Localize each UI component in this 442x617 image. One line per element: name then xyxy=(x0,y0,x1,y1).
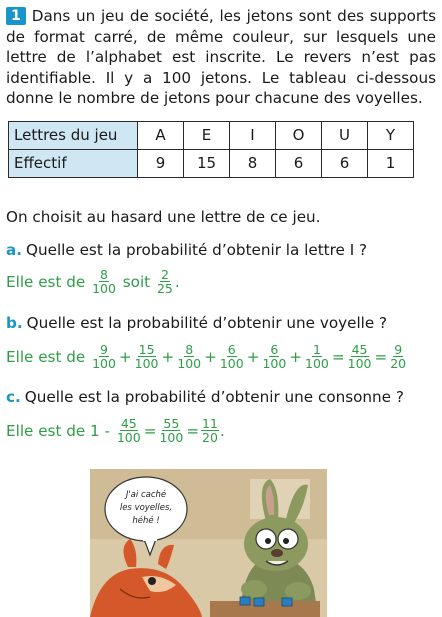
denominator: 100 xyxy=(116,430,141,445)
fraction xyxy=(176,343,202,370)
answer-end: . xyxy=(219,421,225,440)
denominator: 100 xyxy=(177,356,202,371)
fraction xyxy=(389,343,407,370)
denominator: 100 xyxy=(219,356,244,371)
fraction xyxy=(261,343,287,370)
plus-sign: + xyxy=(161,347,175,366)
table-cell: 1 xyxy=(368,149,414,177)
question-letter: a. xyxy=(6,241,23,259)
numerator: 45 xyxy=(120,416,137,431)
plus-sign: + xyxy=(246,347,260,366)
fraction xyxy=(201,417,219,444)
question-letter: b. xyxy=(6,314,23,332)
denominator: 100 xyxy=(347,356,372,371)
fraction xyxy=(91,268,117,295)
table-surface xyxy=(210,601,320,617)
table-cell: Y xyxy=(368,121,414,149)
table-cell: 15 xyxy=(184,149,230,177)
exercise-intro xyxy=(6,6,436,109)
numerator: 55 xyxy=(163,416,180,431)
question-text: Quelle est la probabilité d’obtenir la lettre I ? xyxy=(26,241,368,259)
equals-sign: = xyxy=(143,421,157,440)
row-label-letters: Lettres du jeu xyxy=(9,121,138,149)
statement: On choisit au hasard une lettre de ce jeu. xyxy=(6,208,321,226)
answer-end: . xyxy=(174,272,180,291)
numerator: 45 xyxy=(351,342,368,357)
table-row-counts xyxy=(9,149,414,177)
table-row-letters xyxy=(9,121,414,149)
table-cell: O xyxy=(276,121,322,149)
table-cell: 8 xyxy=(230,149,276,177)
speech-line-3: héhé ! xyxy=(132,516,160,526)
fraction xyxy=(304,343,330,370)
plus-sign: + xyxy=(204,347,217,366)
numerator: 6 xyxy=(227,342,236,357)
fraction xyxy=(156,268,174,295)
denominator: 100 xyxy=(305,356,329,371)
question-text: Quelle est la probabilité d’obtenir une voyelle ? xyxy=(26,314,388,332)
table-cell: 6 xyxy=(276,149,322,177)
exercise-page xyxy=(6,6,436,178)
numerator: 9 xyxy=(100,342,108,357)
speech-line-1: J'ai caché xyxy=(125,490,167,500)
fraction xyxy=(347,343,373,370)
table-cell: 6 xyxy=(322,149,368,177)
answer-c xyxy=(6,417,225,444)
cartoon-illustration xyxy=(90,469,327,617)
equals-sign: = xyxy=(186,421,200,440)
denominator: 20 xyxy=(390,356,407,371)
answer-prefix: Elle est de xyxy=(6,272,86,291)
fraction xyxy=(219,343,245,370)
denominator: 25 xyxy=(156,281,173,296)
denominator: 100 xyxy=(92,356,116,371)
denominator: 100 xyxy=(262,356,287,371)
answer-prefix: Elle est de 1 - xyxy=(6,421,111,440)
answer-a xyxy=(6,268,180,295)
frequency-table xyxy=(8,121,414,178)
question-a xyxy=(6,241,367,259)
numerator: 8 xyxy=(100,267,108,282)
denominator: 100 xyxy=(159,430,184,445)
intro-text: Dans un jeu de société, les jetons sont des supports de format carré, de même couleur, sur lesquels une lettre de l’alphabet est inscrite. Le revers n’est pas identifiable. Il y a 100 jetons. Le tableau ci-dessous donne le nombre de jetons pour chacune des voyelles. xyxy=(6,7,436,107)
speech-line-2: les voyelles, xyxy=(119,503,173,513)
numerator: 6 xyxy=(270,342,279,357)
fraction xyxy=(116,417,142,444)
question-text: Quelle est la probabilité d’obtenir une consonne ? xyxy=(24,388,404,406)
denominator: 100 xyxy=(134,356,159,371)
table-cell: 9 xyxy=(138,149,184,177)
answer-b xyxy=(6,343,408,370)
table-cell: E xyxy=(184,121,230,149)
table-cell: A xyxy=(138,121,184,149)
equals-sign: = xyxy=(331,347,345,366)
question-b xyxy=(6,314,387,332)
numerator: 2 xyxy=(160,267,169,282)
question-letter: c. xyxy=(6,388,21,406)
table-cell: U xyxy=(322,121,368,149)
equals-sign: = xyxy=(374,347,388,366)
plus-sign: + xyxy=(289,347,303,366)
denominator: 100 xyxy=(92,281,116,296)
fraction xyxy=(158,417,184,444)
numerator: 9 xyxy=(394,342,403,357)
exercise-number-badge: 1 xyxy=(6,7,26,25)
fraction xyxy=(134,343,160,370)
plus-sign: + xyxy=(118,347,132,366)
numerator: 1 xyxy=(312,342,321,357)
numerator: 11 xyxy=(202,416,218,431)
denominator: 20 xyxy=(202,430,218,445)
numerator: 15 xyxy=(138,342,155,357)
fraction xyxy=(91,343,117,370)
answer-prefix: Elle est de xyxy=(6,347,86,366)
table-cell: I xyxy=(230,121,276,149)
question-c xyxy=(6,388,404,406)
row-label-counts: Effectif xyxy=(9,149,138,177)
answer-connector: soit xyxy=(122,272,151,291)
numerator: 8 xyxy=(185,342,194,357)
